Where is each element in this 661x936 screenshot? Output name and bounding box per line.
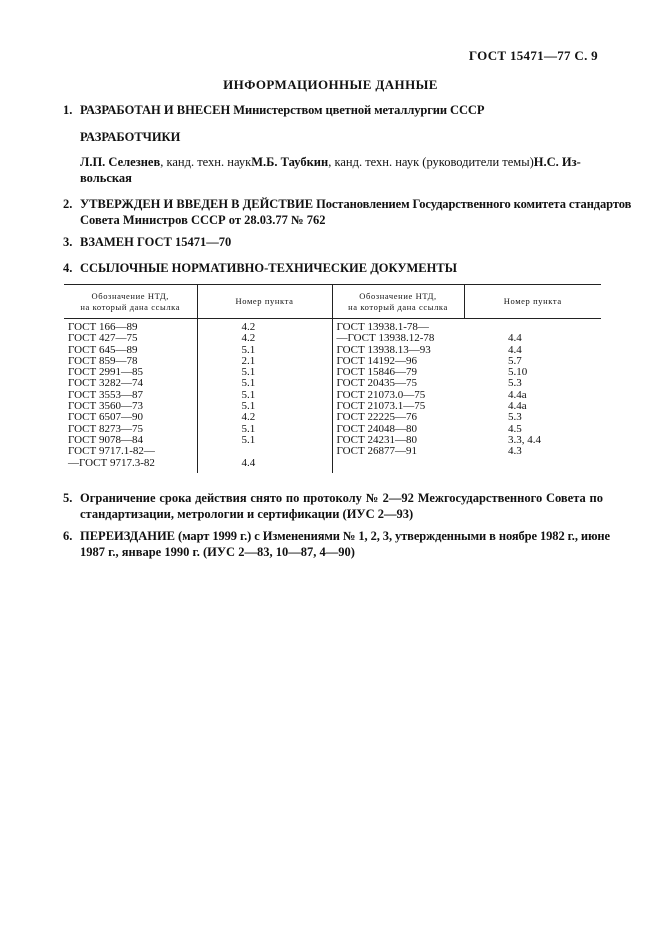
table-cell: 4.4а — [508, 388, 527, 401]
table-cell: ГОСТ 2991—85 — [68, 366, 143, 379]
header-text: Обозначение НТД, — [359, 290, 437, 301]
section-heading: ВЗАМЕН ГОСТ 15471—70 — [80, 235, 232, 249]
section-text: Постановлением Государственного комитета стандартов — [313, 197, 632, 211]
section-3 — [63, 234, 603, 250]
table-cell: 5.10 — [508, 366, 528, 379]
table-cell: 4.2 — [241, 411, 256, 424]
developer-name: М.Б. Таубкин — [251, 155, 329, 169]
table-cell: 5.3 — [508, 411, 522, 424]
header-text: на который дана ссылка — [348, 301, 448, 312]
table-cell: 5.1 — [241, 433, 256, 446]
table-cell: ГОСТ 21073.0—75 — [336, 388, 426, 401]
table-cell: 5.1 — [241, 377, 256, 390]
column-header-designation — [64, 285, 197, 319]
table-cell: ГОСТ 13938.13—93 — [336, 343, 431, 356]
table-cell: 4.2 — [241, 332, 256, 345]
section-text: Ограничение срока действия снято по протоколу № 2—92 Межгосударственного Совета по — [80, 491, 603, 505]
developer-name-continued: вольская — [80, 171, 132, 185]
table-cell: 4.3 — [508, 445, 522, 458]
table-cell: 5.3 — [508, 377, 522, 390]
section-number: 4. — [63, 261, 73, 275]
table-cell: ГОСТ 14192—96 — [336, 354, 417, 367]
section-4 — [63, 260, 603, 276]
table-cell: ГОСТ 15846—79 — [336, 366, 417, 379]
table-cell — [242, 446, 332, 457]
column-header-item: Номер пункта — [464, 285, 601, 319]
section-heading: РАЗРАБОТАН И ВНЕСЕН — [80, 103, 231, 117]
section-heading: УТВЕРЖДЕН И ВВЕДЕН В ДЕЙСТВИЕ — [80, 197, 314, 211]
section-text: (март 1999 г.) с Изменениями № 1, 2, 3, утвержденными в ноябре 1982 г., июне — [175, 529, 610, 543]
table-cell: ГОСТ 3282—74 — [68, 377, 143, 390]
section-6 — [63, 528, 610, 560]
table-cell: —ГОСТ 13938.12-78 — [336, 332, 435, 345]
reference-documents-table — [64, 284, 601, 473]
section-number: 5. — [63, 491, 73, 505]
page-title: ИНФОРМАЦИОННЫЕ ДАННЫЕ — [223, 77, 438, 92]
header-text: на который дана ссылка — [80, 301, 181, 312]
section-heading: ПЕРЕИЗДАНИЕ — [80, 529, 176, 543]
table-cell: ГОСТ 9078—84 — [68, 433, 143, 446]
table-cell: ГОСТ 9717.1-82— — [68, 445, 155, 458]
table-cell: ГОСТ 20435—75 — [336, 377, 417, 390]
table-cell: ГОСТ 21073.1—75 — [336, 400, 426, 413]
developers-heading — [63, 129, 603, 145]
table-cell: ГОСТ 166—89 — [68, 321, 138, 333]
section-1 — [63, 102, 603, 118]
table-cell: 5.1 — [241, 388, 256, 401]
table-cell: 5.7 — [508, 354, 522, 367]
section-number: 1. — [63, 103, 73, 117]
table-cell: ГОСТ 3560—73 — [68, 400, 143, 413]
developer-title: , канд. техн. наук — [160, 155, 252, 169]
table-body-row — [64, 319, 601, 473]
left-items-column — [197, 319, 332, 473]
page-header: ГОСТ 15471—77 С. 9 — [468, 48, 598, 63]
section-text-continued: Совета Министров СССР от 28.03.77 № 762 — [80, 213, 326, 227]
table-cell: 4.5 — [508, 422, 522, 435]
section-text: Министерством цветной металлургии СССР — [230, 103, 485, 117]
developers-title: РАЗРАБОТЧИКИ — [80, 130, 181, 144]
table-cell: 5.1 — [241, 366, 256, 379]
table-cell: ГОСТ 8273—75 — [68, 422, 143, 435]
column-header-item: Номер пункта — [197, 285, 332, 319]
section-number: 3. — [63, 235, 73, 249]
table-cell: ГОСТ 427—75 — [68, 332, 138, 345]
right-designations-column — [332, 319, 464, 473]
developer-title: , канд. техн. наук (руководители темы) — [328, 155, 534, 169]
section-2 — [63, 196, 632, 228]
right-items-column — [464, 319, 601, 473]
table-cell: ГОСТ 26877—91 — [336, 445, 417, 458]
table-cell: 4.4 — [241, 456, 256, 469]
column-header-designation — [332, 285, 464, 319]
header-text: Обозначение НТД, — [91, 290, 169, 301]
left-designations-column — [64, 319, 197, 473]
table-cell: 4.4 — [508, 343, 522, 356]
section-number: 6. — [63, 529, 73, 543]
table-cell: 3.3, 4.4 — [508, 433, 541, 446]
table-cell: 5.1 — [241, 422, 256, 435]
section-text-continued: 1987 г., январе 1990 г. (ИУС 2—83, 10—87, 4—90) — [80, 545, 355, 559]
section-heading: ССЫЛОЧНЫЕ НОРМАТИВНО-ТЕХНИЧЕСКИЕ ДОКУМЕНТЫ — [80, 261, 457, 275]
table-cell: ГОСТ 645—89 — [68, 343, 138, 356]
table-cell: 4.4а — [508, 400, 527, 413]
table-cell: 5.1 — [241, 400, 256, 413]
table-cell: ГОСТ 13938.1-78— — [336, 321, 429, 333]
table-cell: ГОСТ 22225—76 — [336, 411, 417, 424]
table-cell: 4.4 — [508, 332, 522, 345]
developer-name: Н.С. Из- — [533, 155, 581, 169]
table-cell: 2.1 — [241, 354, 256, 367]
table-cell: 5.1 — [241, 343, 256, 356]
section-number: 2. — [63, 197, 73, 211]
table-cell: ГОСТ 859—78 — [68, 354, 138, 367]
table-cell: ГОСТ 24048—80 — [336, 422, 417, 435]
table-cell: ГОСТ 6507—90 — [68, 411, 143, 424]
developer-name: Л.П. Селезнев — [80, 155, 161, 169]
table-cell: 4.2 — [241, 321, 256, 333]
table-header-row — [64, 285, 601, 319]
table-cell: —ГОСТ 9717.3-82 — [68, 456, 155, 469]
section-5 — [63, 490, 603, 522]
section-text-continued: стандартизации, метрологии и сертификации (ИУС 2—93) — [80, 507, 414, 521]
developers-list — [80, 154, 603, 186]
table-cell: ГОСТ 3553—87 — [68, 388, 143, 401]
table-cell: ГОСТ 24231—80 — [336, 433, 417, 446]
